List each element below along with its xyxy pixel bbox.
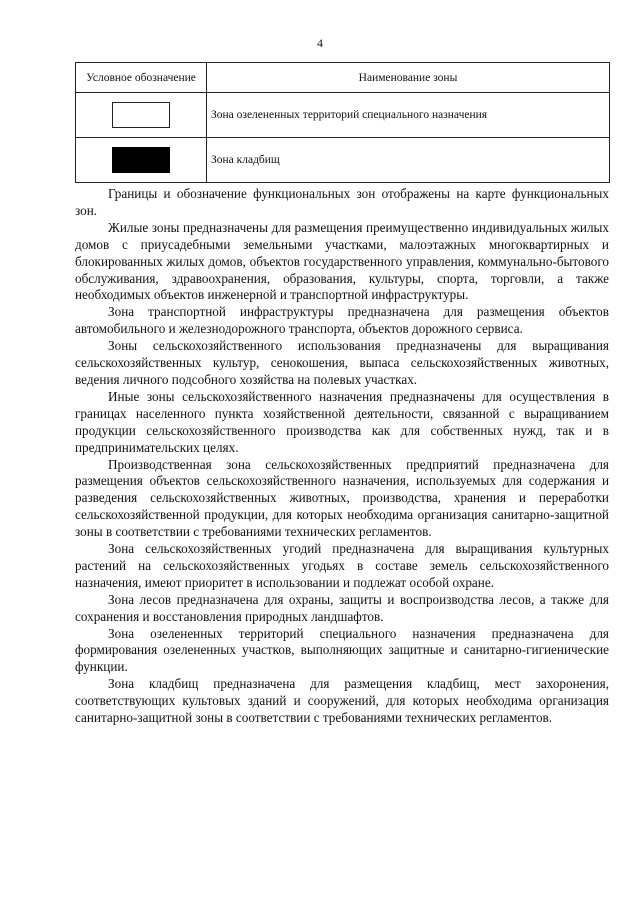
table-row (76, 138, 610, 183)
green-zone-swatch (112, 102, 170, 128)
paragraph: Производственная зона сельскохозяйственных предприятий предназначена для размещения объектов сельскохозяйственного назначения, используемых для содержания и разведения сельскохозяйственных животных, производства, хранения и переработки сельскохозяйственной продукции, для которых необходима организация санитарно-защитной зоны в соответствии с требованиями технических регламентов. (75, 456, 609, 540)
header-zone-name: Наименование зоны (207, 63, 610, 93)
symbol-cell (76, 138, 207, 183)
page-number: 4 (317, 36, 323, 50)
paragraph: Зона озелененных территорий специального назначения предназначена для формирования озелененных участков, выполняющих защитные и санитарно-гигиенические функции. (75, 625, 609, 675)
paragraph: Зона лесов предназначена для охраны, защиты и воспроизводства лесов, а также для сохранения и восстановления природных ландшафтов. (75, 591, 609, 624)
cemetery-zone-swatch (112, 147, 170, 173)
paragraph: Жилые зоны предназначены для размещения преимущественно индивидуальных жилых домов с приусадебными земельными участками, малоэтажных многоквартирных и блокированных жилых домов, объектов государственного управления, коммунально-бытового обслуживания, здравоохранения, образования, культуры, спорта, торговли, а также необходимых объектов инженерной и транспортной инфраструктуры. (75, 219, 609, 303)
paragraph: Зона сельскохозяйственных угодий предназначена для выращивания культурных растений на сельскохозяйственных угодьях в составе земель сельскохозяйственного назначения, имеют приоритет в использовании и подлежат особой охране. (75, 541, 609, 590)
body-text (75, 186, 609, 727)
table-row (76, 93, 610, 138)
header-symbol: Условное обозначение (76, 63, 207, 93)
zone-name-cell: Зона кладбищ (207, 138, 610, 183)
paragraph: Границы и обозначение функциональных зон отображены на карте функциональных зон. (75, 186, 609, 218)
paragraph: Зона транспортной инфраструктуры предназначена для размещения объектов автомобильного и железнодорожного транспорта, объектов дорожного сервиса. (75, 304, 609, 337)
zone-legend-table (75, 62, 610, 183)
table-header-row (76, 63, 610, 93)
paragraph: Иные зоны сельскохозяйственного назначения предназначены для осуществления в границах населенного пункта хозяйственной деятельности, связанной с выращиванием продукции сельскохозяйственного производства как для собственных нужд, так и в предпринимательских целях. (75, 388, 609, 455)
paragraph: Зона кладбищ предназначена для размещения кладбищ, мест захоронения, соответствующих культовых зданий и сооружений, для которых необходима организация санитарно-защитной зоны в соответствии с требованиями технических регламентов. (75, 676, 609, 726)
symbol-cell (76, 93, 207, 138)
paragraph: Зоны сельскохозяйственного использования предназначены для выращивания сельскохозяйственных культур, сенокошения, выпаса сельскохозяйственных животных, ведения личного подсобного хозяйства на полевых участках. (75, 338, 609, 387)
zone-name-cell: Зона озелененных территорий специального назначения (207, 93, 610, 138)
